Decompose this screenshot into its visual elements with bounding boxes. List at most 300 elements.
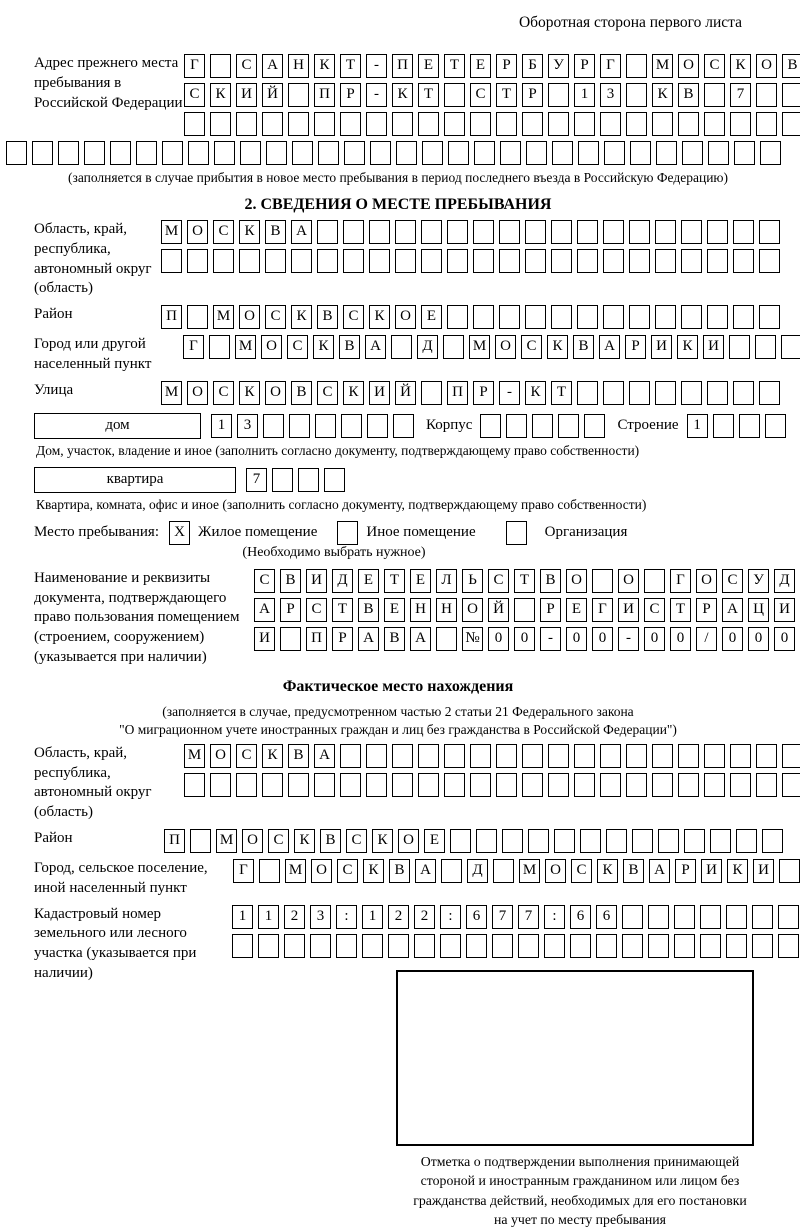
char-cell[interactable] bbox=[392, 112, 413, 136]
char-cell[interactable] bbox=[369, 220, 390, 244]
char-cell[interactable] bbox=[506, 414, 527, 438]
char-cell[interactable] bbox=[266, 141, 287, 165]
char-cell[interactable]: Т bbox=[418, 83, 439, 107]
char-cell[interactable]: К bbox=[372, 829, 393, 853]
char-cell[interactable] bbox=[600, 744, 621, 768]
char-cell[interactable] bbox=[558, 414, 579, 438]
char-cell[interactable] bbox=[136, 141, 157, 165]
char-cell[interactable] bbox=[681, 305, 702, 329]
char-cell[interactable]: Й bbox=[395, 381, 416, 405]
char-cell[interactable] bbox=[626, 54, 647, 78]
char-cell[interactable] bbox=[574, 112, 595, 136]
char-cell[interactable]: Р bbox=[540, 598, 561, 622]
char-cell[interactable]: А bbox=[599, 335, 620, 359]
char-cell[interactable] bbox=[292, 141, 313, 165]
char-cell[interactable] bbox=[414, 934, 435, 958]
char-cell[interactable] bbox=[603, 381, 624, 405]
char-cell[interactable]: Д bbox=[417, 335, 438, 359]
char-cell[interactable]: О bbox=[462, 598, 483, 622]
char-cell[interactable] bbox=[577, 305, 598, 329]
char-cell[interactable] bbox=[161, 249, 182, 273]
char-cell[interactable] bbox=[592, 569, 613, 593]
char-cell[interactable]: Л bbox=[436, 569, 457, 593]
char-cell[interactable] bbox=[310, 934, 331, 958]
char-cell[interactable] bbox=[707, 305, 728, 329]
char-cell[interactable]: С bbox=[488, 569, 509, 593]
char-cell[interactable] bbox=[210, 54, 231, 78]
char-cell[interactable]: О bbox=[696, 569, 717, 593]
char-cell[interactable]: 0 bbox=[488, 627, 509, 651]
char-cell[interactable]: Т bbox=[340, 54, 361, 78]
char-cell[interactable] bbox=[265, 249, 286, 273]
char-cell[interactable] bbox=[755, 335, 776, 359]
char-cell[interactable]: - bbox=[618, 627, 639, 651]
char-cell[interactable] bbox=[447, 220, 468, 244]
char-cell[interactable]: Й bbox=[262, 83, 283, 107]
char-cell[interactable]: Р bbox=[332, 627, 353, 651]
char-cell[interactable]: К bbox=[239, 220, 260, 244]
char-cell[interactable] bbox=[532, 414, 553, 438]
char-cell[interactable] bbox=[782, 773, 800, 797]
char-cell[interactable] bbox=[577, 381, 598, 405]
char-cell[interactable]: К bbox=[210, 83, 231, 107]
char-cell[interactable] bbox=[548, 773, 569, 797]
char-cell[interactable] bbox=[655, 220, 676, 244]
char-cell[interactable] bbox=[713, 414, 734, 438]
char-cell[interactable]: Е bbox=[470, 54, 491, 78]
char-cell[interactable] bbox=[778, 905, 799, 929]
char-cell[interactable] bbox=[324, 468, 345, 492]
char-cell[interactable] bbox=[476, 829, 497, 853]
char-cell[interactable]: Е bbox=[384, 598, 405, 622]
char-cell[interactable]: М bbox=[184, 744, 205, 768]
char-cell[interactable] bbox=[58, 141, 79, 165]
char-cell[interactable] bbox=[496, 112, 517, 136]
char-cell[interactable] bbox=[298, 468, 319, 492]
char-cell[interactable] bbox=[603, 220, 624, 244]
char-cell[interactable] bbox=[262, 773, 283, 797]
char-cell[interactable] bbox=[704, 773, 725, 797]
char-cell[interactable] bbox=[733, 381, 754, 405]
char-cell[interactable] bbox=[366, 112, 387, 136]
char-cell[interactable] bbox=[554, 829, 575, 853]
char-cell[interactable] bbox=[496, 773, 517, 797]
char-cell[interactable]: С bbox=[213, 381, 234, 405]
char-cell[interactable]: 0 bbox=[592, 627, 613, 651]
char-cell[interactable]: И bbox=[236, 83, 257, 107]
char-cell[interactable]: 0 bbox=[566, 627, 587, 651]
char-cell[interactable]: В bbox=[384, 627, 405, 651]
char-cell[interactable]: - bbox=[366, 83, 387, 107]
char-cell[interactable]: С bbox=[236, 744, 257, 768]
char-cell[interactable]: М bbox=[469, 335, 490, 359]
char-cell[interactable] bbox=[682, 141, 703, 165]
char-cell[interactable] bbox=[752, 905, 773, 929]
char-cell[interactable]: А bbox=[262, 54, 283, 78]
char-cell[interactable]: : bbox=[544, 905, 565, 929]
char-cell[interactable] bbox=[525, 220, 546, 244]
char-cell[interactable] bbox=[514, 598, 535, 622]
char-cell[interactable]: 0 bbox=[670, 627, 691, 651]
char-cell[interactable] bbox=[443, 335, 464, 359]
char-cell[interactable] bbox=[726, 934, 747, 958]
char-cell[interactable] bbox=[526, 141, 547, 165]
char-cell[interactable] bbox=[648, 905, 669, 929]
char-cell[interactable]: 6 bbox=[596, 905, 617, 929]
char-cell[interactable] bbox=[522, 112, 543, 136]
char-cell[interactable]: 1 bbox=[232, 905, 253, 929]
char-cell[interactable] bbox=[343, 249, 364, 273]
char-cell[interactable]: М bbox=[161, 381, 182, 405]
char-cell[interactable] bbox=[184, 112, 205, 136]
char-cell[interactable]: С bbox=[236, 54, 257, 78]
char-cell[interactable]: Т bbox=[384, 569, 405, 593]
char-cell[interactable] bbox=[436, 627, 457, 651]
char-cell[interactable]: Е bbox=[421, 305, 442, 329]
char-cell[interactable] bbox=[606, 829, 627, 853]
char-cell[interactable]: Д bbox=[332, 569, 353, 593]
char-cell[interactable]: Т bbox=[332, 598, 353, 622]
char-cell[interactable] bbox=[782, 744, 800, 768]
char-cell[interactable]: Г bbox=[183, 335, 204, 359]
char-cell[interactable] bbox=[232, 934, 253, 958]
char-cell[interactable] bbox=[707, 381, 728, 405]
char-cell[interactable] bbox=[289, 414, 310, 438]
char-cell[interactable] bbox=[630, 141, 651, 165]
char-cell[interactable]: В bbox=[317, 305, 338, 329]
char-cell[interactable] bbox=[548, 112, 569, 136]
char-cell[interactable] bbox=[518, 934, 539, 958]
char-cell[interactable] bbox=[652, 744, 673, 768]
char-cell[interactable]: 2 bbox=[284, 905, 305, 929]
char-cell[interactable]: Д bbox=[467, 859, 488, 883]
char-cell[interactable]: О bbox=[618, 569, 639, 593]
char-cell[interactable] bbox=[6, 141, 27, 165]
char-cell[interactable] bbox=[726, 905, 747, 929]
char-cell[interactable]: 1 bbox=[258, 905, 279, 929]
char-cell[interactable] bbox=[492, 934, 513, 958]
char-cell[interactable]: К bbox=[730, 54, 751, 78]
char-cell[interactable] bbox=[551, 220, 572, 244]
char-cell[interactable] bbox=[658, 829, 679, 853]
char-cell[interactable]: Г bbox=[184, 54, 205, 78]
char-cell[interactable]: О bbox=[678, 54, 699, 78]
char-cell[interactable] bbox=[367, 414, 388, 438]
char-cell[interactable]: М bbox=[652, 54, 673, 78]
char-cell[interactable] bbox=[341, 414, 362, 438]
char-cell[interactable]: - bbox=[540, 627, 561, 651]
char-cell[interactable]: В bbox=[623, 859, 644, 883]
char-cell[interactable]: В bbox=[288, 744, 309, 768]
char-cell[interactable] bbox=[444, 744, 465, 768]
char-cell[interactable] bbox=[441, 859, 462, 883]
char-cell[interactable]: К bbox=[239, 381, 260, 405]
char-cell[interactable] bbox=[474, 141, 495, 165]
char-cell[interactable]: 7 bbox=[730, 83, 751, 107]
char-cell[interactable] bbox=[366, 744, 387, 768]
char-cell[interactable]: Р bbox=[675, 859, 696, 883]
char-cell[interactable]: С bbox=[254, 569, 275, 593]
char-cell[interactable]: О bbox=[398, 829, 419, 853]
char-cell[interactable]: А bbox=[365, 335, 386, 359]
char-cell[interactable]: К bbox=[547, 335, 568, 359]
char-cell[interactable] bbox=[626, 744, 647, 768]
char-cell[interactable] bbox=[240, 141, 261, 165]
char-cell[interactable] bbox=[190, 829, 211, 853]
char-cell[interactable] bbox=[552, 141, 573, 165]
char-cell[interactable] bbox=[280, 627, 301, 651]
char-cell[interactable]: 3 bbox=[237, 414, 258, 438]
char-cell[interactable] bbox=[736, 829, 757, 853]
char-cell[interactable] bbox=[388, 934, 409, 958]
char-cell[interactable] bbox=[548, 83, 569, 107]
char-cell[interactable] bbox=[644, 569, 665, 593]
char-cell[interactable]: К bbox=[727, 859, 748, 883]
char-cell[interactable]: Е bbox=[358, 569, 379, 593]
char-cell[interactable] bbox=[258, 934, 279, 958]
char-cell[interactable]: 6 bbox=[570, 905, 591, 929]
char-cell[interactable]: Н bbox=[288, 54, 309, 78]
char-cell[interactable]: С bbox=[268, 829, 289, 853]
char-cell[interactable] bbox=[395, 220, 416, 244]
char-cell[interactable]: В bbox=[358, 598, 379, 622]
char-cell[interactable]: 7 bbox=[246, 468, 267, 492]
char-cell[interactable]: К bbox=[677, 335, 698, 359]
char-cell[interactable]: Т bbox=[496, 83, 517, 107]
char-cell[interactable] bbox=[626, 112, 647, 136]
char-cell[interactable] bbox=[525, 305, 546, 329]
char-cell[interactable] bbox=[239, 249, 260, 273]
char-cell[interactable] bbox=[493, 859, 514, 883]
char-cell[interactable] bbox=[291, 249, 312, 273]
char-cell[interactable] bbox=[236, 112, 257, 136]
char-cell[interactable]: М bbox=[285, 859, 306, 883]
char-cell[interactable] bbox=[678, 773, 699, 797]
char-cell[interactable] bbox=[499, 220, 520, 244]
char-cell[interactable] bbox=[110, 141, 131, 165]
char-cell[interactable] bbox=[734, 141, 755, 165]
char-cell[interactable]: О bbox=[242, 829, 263, 853]
char-cell[interactable]: К bbox=[343, 381, 364, 405]
char-cell[interactable]: Т bbox=[551, 381, 572, 405]
char-cell[interactable] bbox=[336, 934, 357, 958]
char-cell[interactable]: О bbox=[187, 381, 208, 405]
char-cell[interactable]: Ц bbox=[748, 598, 769, 622]
char-cell[interactable] bbox=[447, 305, 468, 329]
char-cell[interactable]: Р bbox=[340, 83, 361, 107]
char-cell[interactable]: К bbox=[262, 744, 283, 768]
checkbox-organizaciya[interactable] bbox=[506, 521, 527, 545]
char-cell[interactable] bbox=[655, 305, 676, 329]
char-cell[interactable]: С bbox=[346, 829, 367, 853]
char-cell[interactable] bbox=[574, 773, 595, 797]
char-cell[interactable] bbox=[700, 905, 721, 929]
char-cell[interactable] bbox=[760, 141, 781, 165]
char-cell[interactable] bbox=[470, 744, 491, 768]
char-cell[interactable]: П bbox=[314, 83, 335, 107]
char-cell[interactable] bbox=[496, 744, 517, 768]
char-cell[interactable] bbox=[528, 829, 549, 853]
char-cell[interactable] bbox=[480, 414, 501, 438]
char-cell[interactable] bbox=[577, 249, 598, 273]
char-cell[interactable] bbox=[708, 141, 729, 165]
char-cell[interactable] bbox=[600, 112, 621, 136]
char-cell[interactable] bbox=[707, 249, 728, 273]
char-cell[interactable] bbox=[652, 773, 673, 797]
char-cell[interactable] bbox=[782, 83, 800, 107]
char-cell[interactable] bbox=[370, 141, 391, 165]
char-cell[interactable] bbox=[272, 468, 293, 492]
char-cell[interactable]: В bbox=[782, 54, 800, 78]
char-cell[interactable]: - bbox=[366, 54, 387, 78]
char-cell[interactable]: С bbox=[470, 83, 491, 107]
char-cell[interactable]: 0 bbox=[644, 627, 665, 651]
char-cell[interactable] bbox=[422, 141, 443, 165]
char-cell[interactable] bbox=[629, 381, 650, 405]
char-cell[interactable] bbox=[765, 414, 786, 438]
char-cell[interactable]: О bbox=[545, 859, 566, 883]
char-cell[interactable] bbox=[551, 305, 572, 329]
char-cell[interactable]: Т bbox=[444, 54, 465, 78]
char-cell[interactable] bbox=[756, 744, 777, 768]
char-cell[interactable]: А bbox=[314, 744, 335, 768]
char-cell[interactable]: И bbox=[774, 598, 795, 622]
char-cell[interactable] bbox=[681, 249, 702, 273]
char-cell[interactable] bbox=[284, 934, 305, 958]
char-cell[interactable]: К bbox=[392, 83, 413, 107]
char-cell[interactable] bbox=[707, 220, 728, 244]
char-cell[interactable] bbox=[470, 112, 491, 136]
char-cell[interactable] bbox=[522, 744, 543, 768]
char-cell[interactable]: Р bbox=[574, 54, 595, 78]
char-cell[interactable]: К bbox=[525, 381, 546, 405]
char-cell[interactable]: А bbox=[415, 859, 436, 883]
char-cell[interactable] bbox=[704, 83, 725, 107]
char-cell[interactable] bbox=[622, 905, 643, 929]
char-cell[interactable]: М bbox=[216, 829, 237, 853]
char-cell[interactable]: 0 bbox=[748, 627, 769, 651]
char-cell[interactable] bbox=[778, 934, 799, 958]
char-cell[interactable]: 0 bbox=[514, 627, 535, 651]
char-cell[interactable] bbox=[395, 249, 416, 273]
char-cell[interactable] bbox=[340, 744, 361, 768]
char-cell[interactable]: М bbox=[235, 335, 256, 359]
char-cell[interactable]: С bbox=[287, 335, 308, 359]
char-cell[interactable]: Е bbox=[424, 829, 445, 853]
char-cell[interactable]: К bbox=[291, 305, 312, 329]
char-cell[interactable]: В bbox=[291, 381, 312, 405]
char-cell[interactable]: О bbox=[566, 569, 587, 593]
char-cell[interactable] bbox=[626, 773, 647, 797]
char-cell[interactable] bbox=[603, 305, 624, 329]
char-cell[interactable] bbox=[447, 249, 468, 273]
char-cell[interactable]: Г bbox=[233, 859, 254, 883]
char-cell[interactable]: К bbox=[313, 335, 334, 359]
char-cell[interactable]: В bbox=[389, 859, 410, 883]
char-cell[interactable]: В bbox=[265, 220, 286, 244]
char-cell[interactable]: 3 bbox=[600, 83, 621, 107]
char-cell[interactable] bbox=[499, 249, 520, 273]
char-cell[interactable] bbox=[418, 112, 439, 136]
char-cell[interactable]: 1 bbox=[687, 414, 708, 438]
char-cell[interactable] bbox=[733, 249, 754, 273]
char-cell[interactable]: Е bbox=[566, 598, 587, 622]
char-cell[interactable]: У bbox=[548, 54, 569, 78]
char-cell[interactable] bbox=[759, 249, 780, 273]
char-cell[interactable] bbox=[730, 112, 751, 136]
char-cell[interactable]: И bbox=[369, 381, 390, 405]
char-cell[interactable]: М bbox=[519, 859, 540, 883]
char-cell[interactable]: Н bbox=[410, 598, 431, 622]
char-cell[interactable]: Ь bbox=[462, 569, 483, 593]
char-cell[interactable]: 2 bbox=[414, 905, 435, 929]
char-cell[interactable]: К bbox=[314, 54, 335, 78]
char-cell[interactable] bbox=[674, 934, 695, 958]
char-cell[interactable]: И bbox=[701, 859, 722, 883]
char-cell[interactable] bbox=[473, 305, 494, 329]
char-cell[interactable] bbox=[418, 773, 439, 797]
char-cell[interactable] bbox=[470, 773, 491, 797]
char-cell[interactable]: - bbox=[499, 381, 520, 405]
char-cell[interactable] bbox=[366, 773, 387, 797]
char-cell[interactable] bbox=[756, 112, 777, 136]
char-cell[interactable] bbox=[710, 829, 731, 853]
char-cell[interactable] bbox=[730, 744, 751, 768]
char-cell[interactable] bbox=[730, 773, 751, 797]
char-cell[interactable]: П bbox=[447, 381, 468, 405]
char-cell[interactable]: О bbox=[239, 305, 260, 329]
char-cell[interactable] bbox=[343, 220, 364, 244]
char-cell[interactable]: О bbox=[495, 335, 516, 359]
char-cell[interactable]: В bbox=[280, 569, 301, 593]
char-cell[interactable]: 6 bbox=[466, 905, 487, 929]
char-cell[interactable]: П bbox=[164, 829, 185, 853]
char-cell[interactable]: Д bbox=[774, 569, 795, 593]
char-cell[interactable]: Р bbox=[625, 335, 646, 359]
char-cell[interactable]: С bbox=[521, 335, 542, 359]
char-cell[interactable] bbox=[656, 141, 677, 165]
char-cell[interactable]: М bbox=[161, 220, 182, 244]
char-cell[interactable] bbox=[629, 249, 650, 273]
char-cell[interactable]: А bbox=[358, 627, 379, 651]
char-cell[interactable] bbox=[655, 249, 676, 273]
char-cell[interactable]: И bbox=[618, 598, 639, 622]
char-cell[interactable] bbox=[369, 249, 390, 273]
char-cell[interactable]: Р bbox=[696, 598, 717, 622]
char-cell[interactable]: С bbox=[265, 305, 286, 329]
char-cell[interactable]: К bbox=[369, 305, 390, 329]
char-cell[interactable]: К bbox=[363, 859, 384, 883]
char-cell[interactable] bbox=[317, 220, 338, 244]
char-cell[interactable] bbox=[263, 414, 284, 438]
char-cell[interactable] bbox=[525, 249, 546, 273]
char-cell[interactable] bbox=[444, 83, 465, 107]
char-cell[interactable] bbox=[600, 773, 621, 797]
char-cell[interactable]: О bbox=[210, 744, 231, 768]
char-cell[interactable] bbox=[580, 829, 601, 853]
char-cell[interactable]: Т bbox=[514, 569, 535, 593]
char-cell[interactable] bbox=[729, 335, 750, 359]
char-cell[interactable]: 2 bbox=[388, 905, 409, 929]
char-cell[interactable]: С bbox=[306, 598, 327, 622]
char-cell[interactable] bbox=[648, 934, 669, 958]
char-cell[interactable] bbox=[752, 934, 773, 958]
char-cell[interactable] bbox=[450, 829, 471, 853]
char-cell[interactable] bbox=[314, 112, 335, 136]
char-cell[interactable]: Е bbox=[418, 54, 439, 78]
char-cell[interactable] bbox=[759, 305, 780, 329]
char-cell[interactable] bbox=[551, 249, 572, 273]
